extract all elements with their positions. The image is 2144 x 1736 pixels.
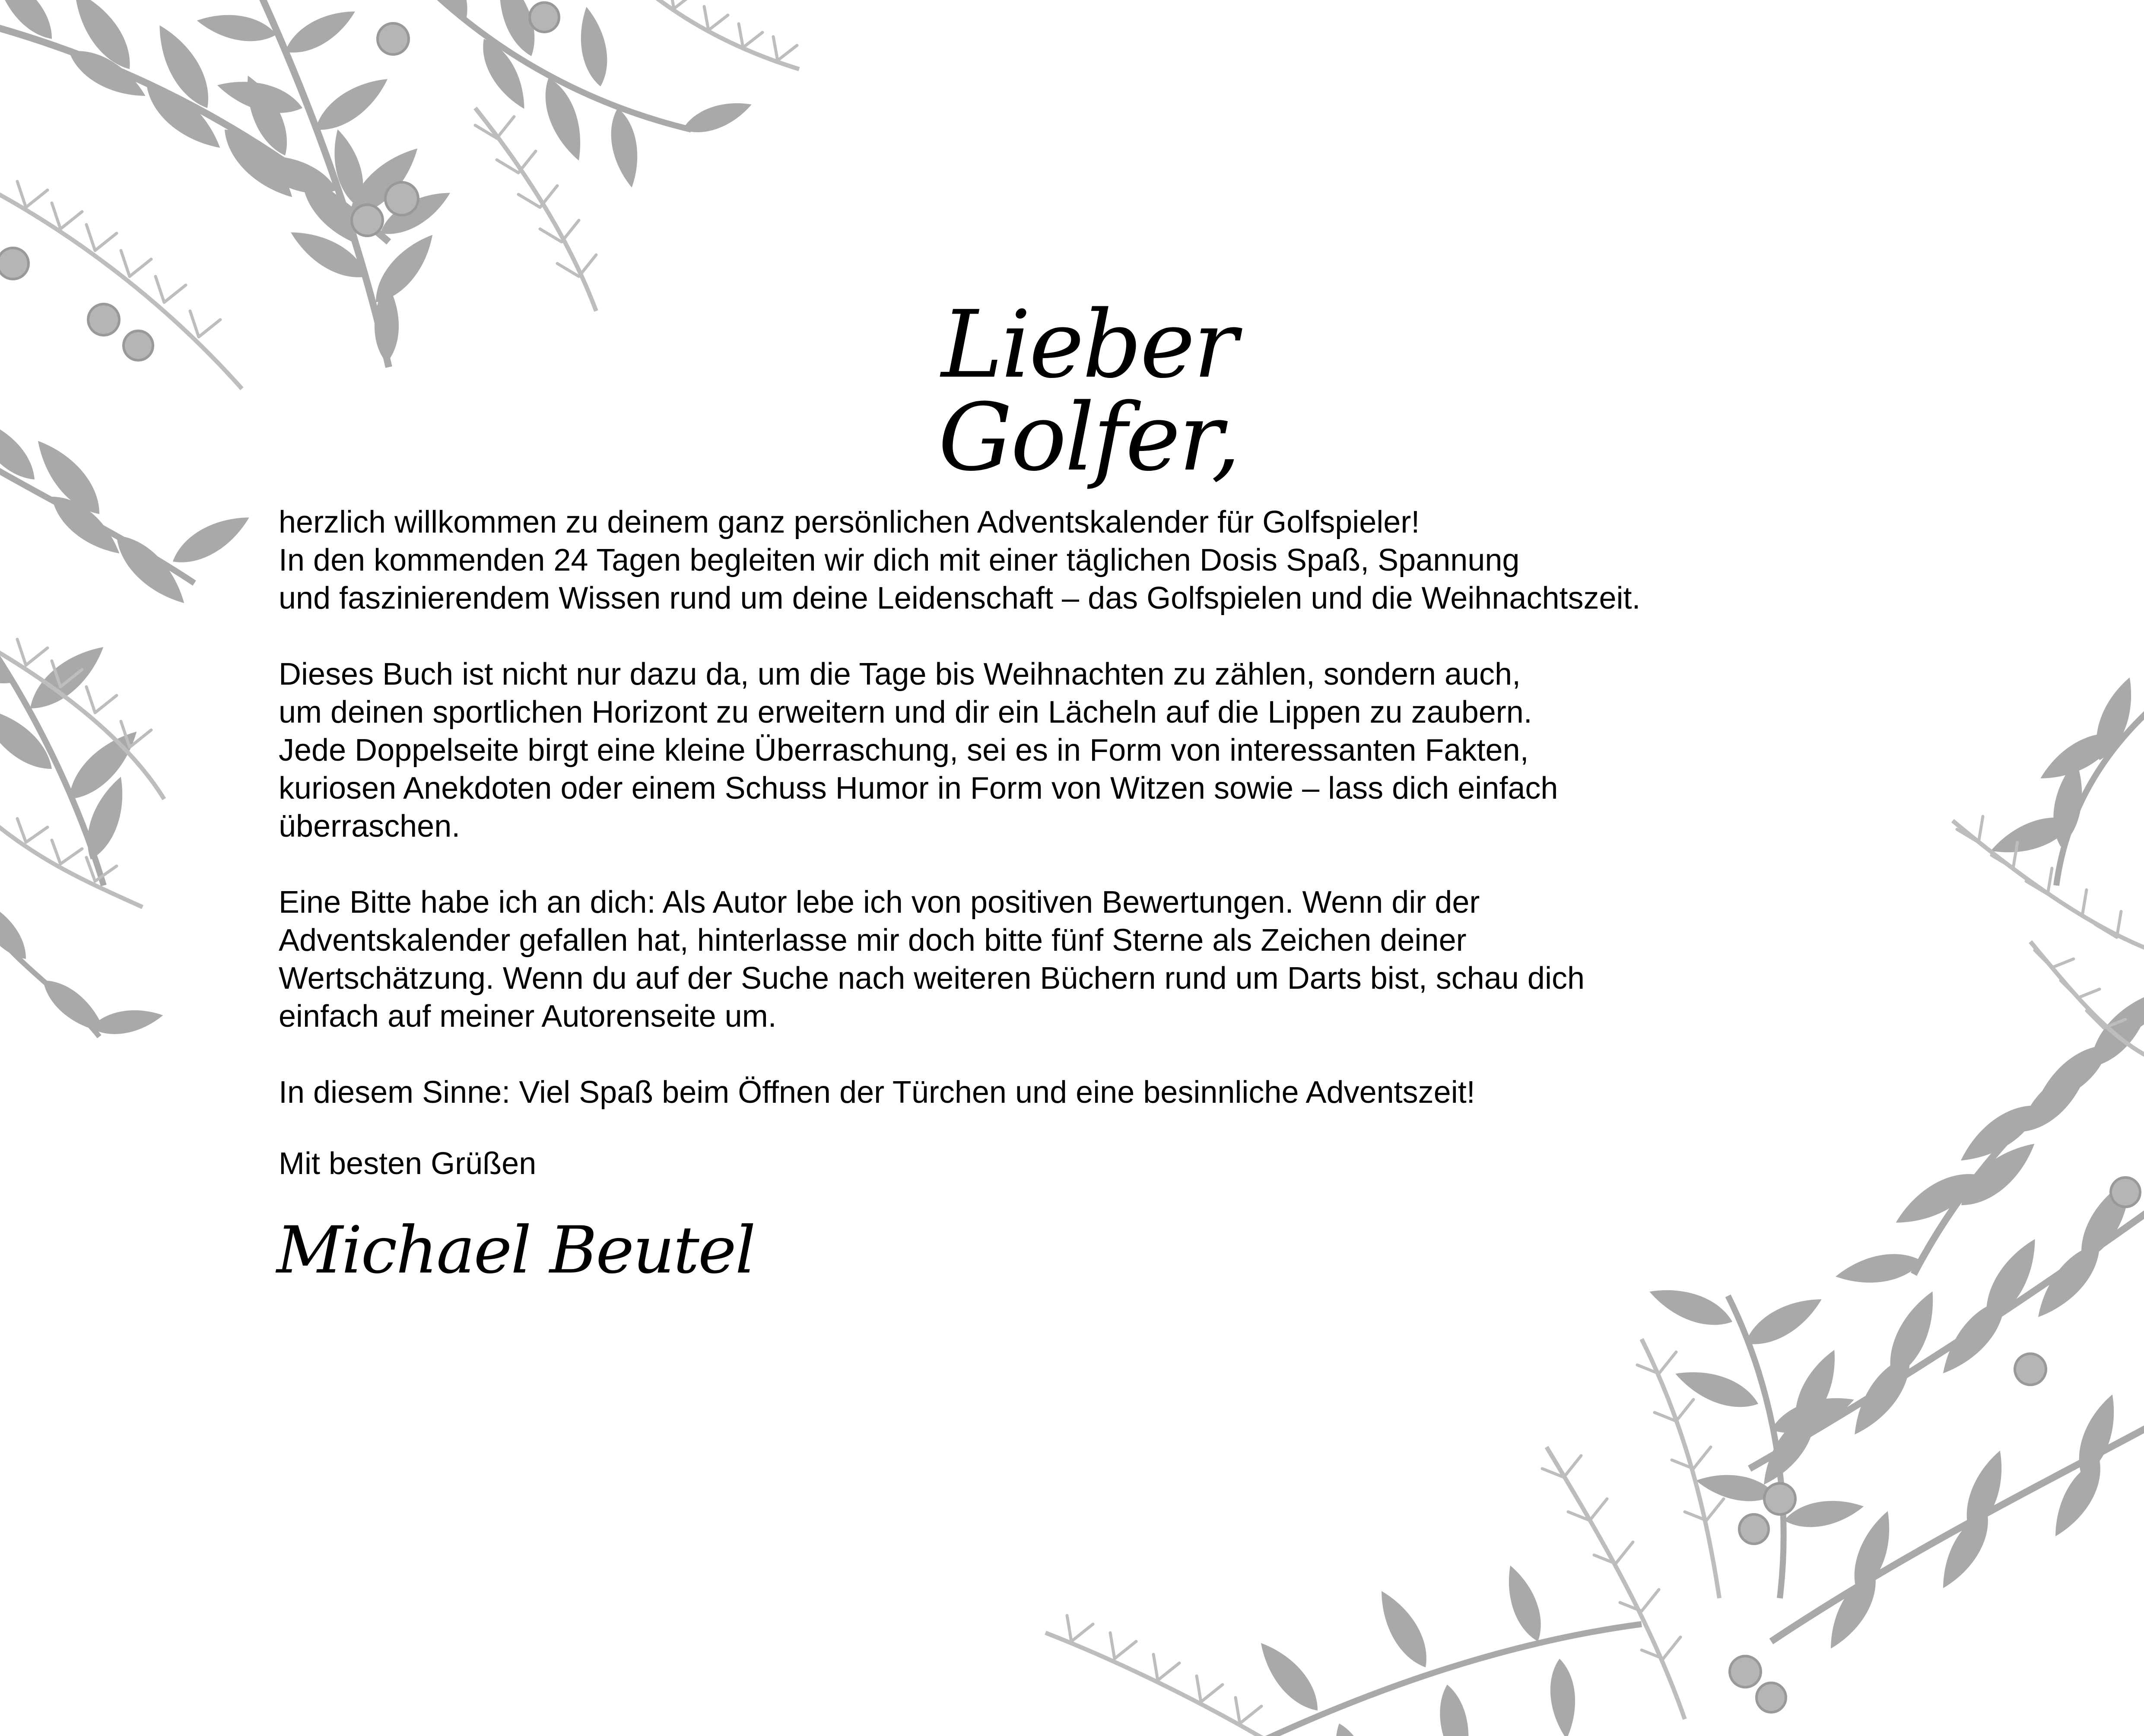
paragraph-line: Wertschätzung. Wenn du auf der Suche nach weiteren Büchern rund um Darts bist, schau dich [279, 961, 1585, 996]
leaf-branch-icon [0, 408, 256, 1042]
paragraph-gap [279, 845, 1877, 883]
paragraph-line: herzlich willkommen zu deinem ganz persönlichen Adventskalender für Golfspieler! [279, 505, 1420, 540]
letter-body [279, 503, 1877, 1111]
paragraph-line: einfach auf meiner Autorenseite um. [279, 999, 777, 1034]
paragraph-line: Eine Bitte habe ich an dich: Als Autor lebe ich von positiven Bewertungen. Wenn dir der [279, 885, 1480, 920]
paragraph-line: Dieses Buch ist nicht nur dazu da, um die Tage bis Weihnachten zu zählen, sondern auch, [279, 657, 1521, 692]
paragraph-line: und faszinierendem Wissen rund um deine Leidenschaft – das Golfspielen und die Weihnachtszeit. [279, 581, 1641, 616]
paragraph-line: überraschen. [279, 809, 461, 844]
paragraph-line: In den kommenden 24 Tagen begleiten wir dich mit einer täglichen Dosis Spaß, Spannung [279, 543, 1520, 578]
paragraph-gap [279, 1035, 1877, 1073]
paragraph-line: kuriosen Anekdoten oder einem Schuss Humor in Form von Witzen sowie – lass dich einfach [279, 771, 1558, 806]
paragraph-gap [279, 617, 1877, 655]
paragraph-line: In diesem Sinne: Viel Spaß beim Öffnen der Türchen und eine besinnliche Adventszeit! [279, 1075, 1475, 1110]
closing-line: Mit besten Grüßen [279, 1146, 537, 1181]
paragraph-line: Adventskalender gefallen hat, hinterlasse mir doch bitte fünf Sterne als Zeichen deiner [279, 923, 1467, 958]
salutation-heading: Lieber Golfer, [938, 290, 1239, 492]
paragraph-line: Jede Doppelseite birgt eine kleine Überraschung, sei es in Form von interessanten Fakten, [279, 733, 1529, 768]
author-signature: Michael Beutel [276, 1213, 755, 1288]
paragraph-line: um deinen sportlichen Horizont zu erweitern und dir ein Lächeln auf die Lippen zu zaubern. [279, 695, 1532, 730]
